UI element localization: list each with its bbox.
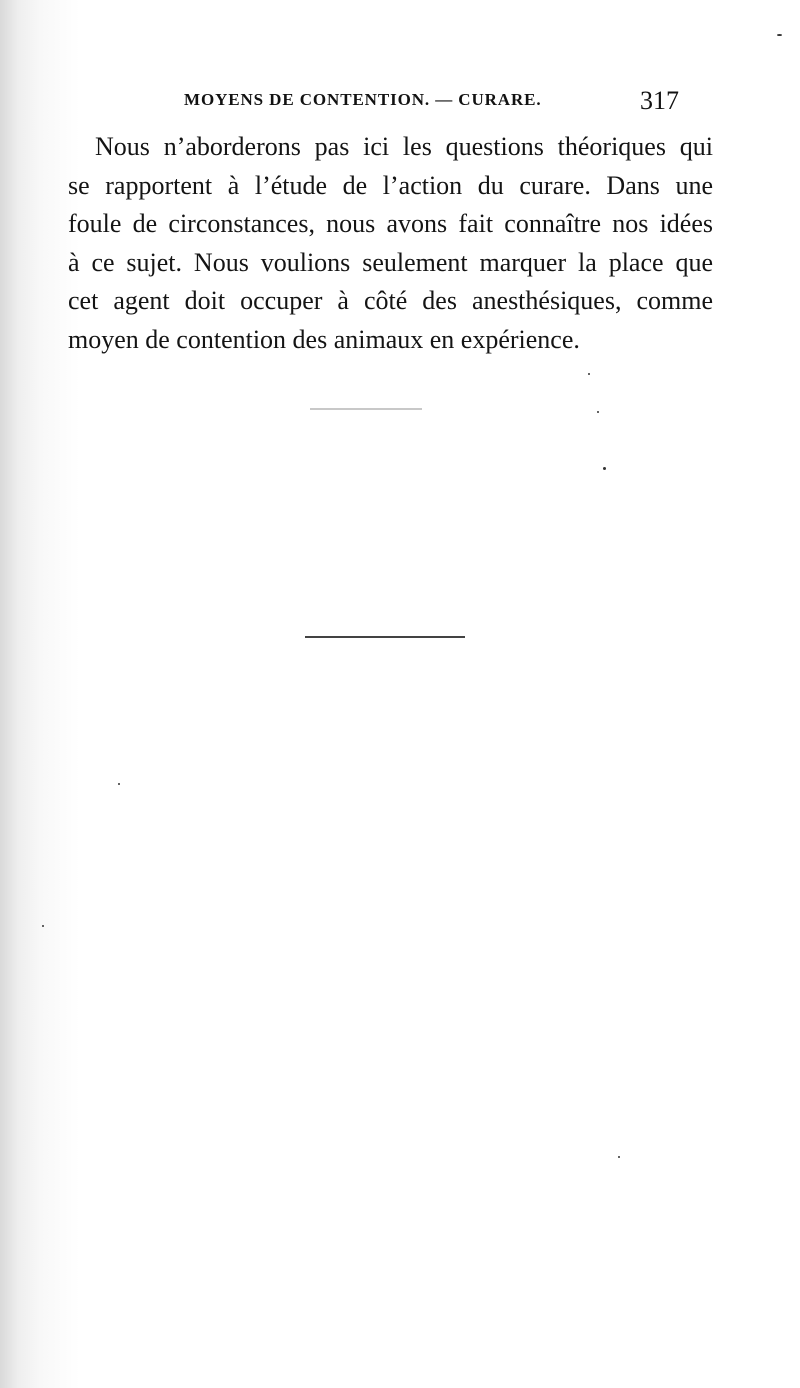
text-line: moyen de contention des animaux en expérience. [68, 324, 580, 354]
text-line: se rapportent à l’étude de l’action du curare. Dans une [68, 170, 713, 200]
text-line: à ce sujet. Nous voulions seulement marquer la place que [68, 247, 713, 277]
ink-speck [42, 925, 44, 927]
running-header [0, 88, 800, 118]
ink-speck [118, 783, 120, 785]
ink-speck [777, 34, 782, 36]
divider-rule [305, 636, 465, 638]
ink-speck [603, 467, 606, 470]
text-line: cet agent doit occuper à côté des anesthésiques, comme [68, 286, 713, 315]
text-line: foule de circonstances, nous avons fait connaître nos idées [68, 209, 713, 238]
text-line: Nous n’aborderons pas ici les questions théoriques qui [95, 132, 713, 161]
ink-speck [618, 1156, 620, 1158]
page-number: 317 [640, 86, 679, 115]
divider-rule [310, 408, 422, 410]
body-paragraph [68, 128, 713, 359]
ink-speck [597, 411, 599, 413]
ink-speck [588, 373, 590, 375]
running-title: MOYENS DE CONTENTION. — CURARE. [184, 90, 542, 109]
